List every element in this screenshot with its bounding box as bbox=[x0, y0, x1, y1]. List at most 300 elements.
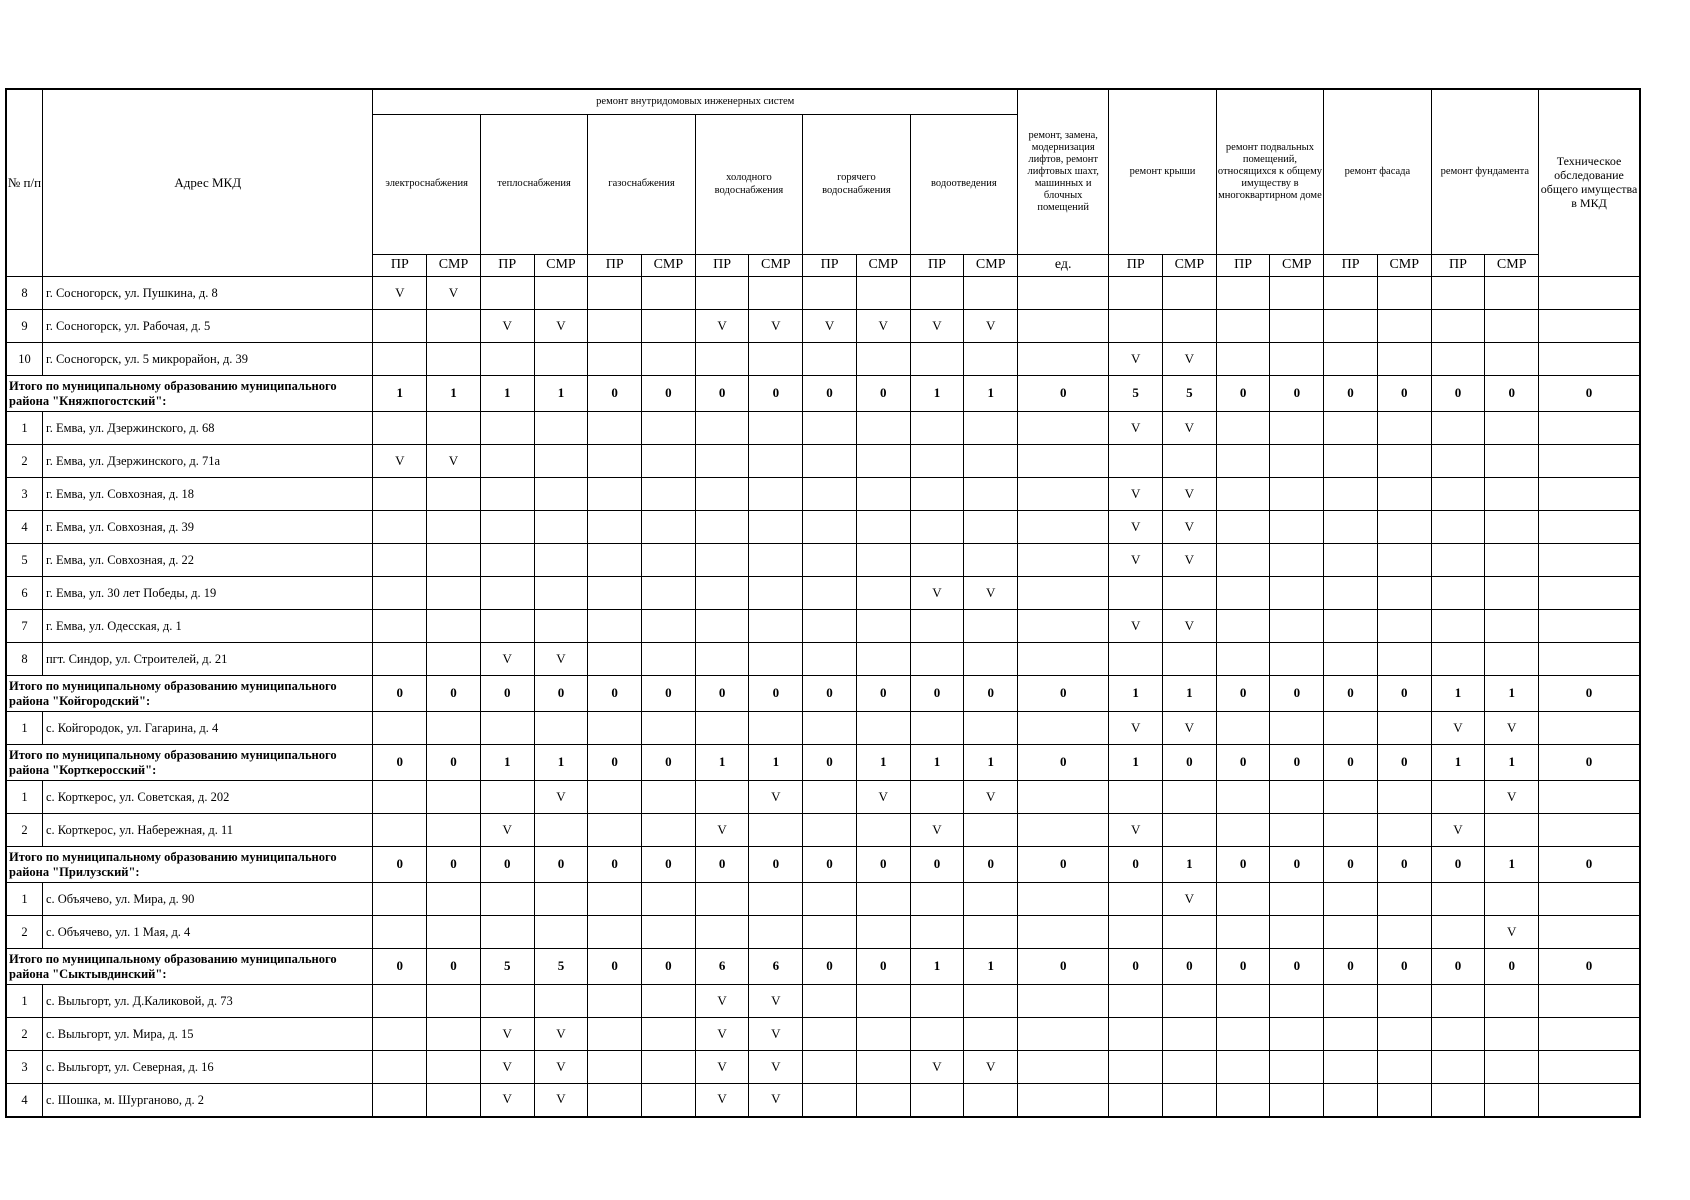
work-mark-cell bbox=[1324, 814, 1378, 847]
row-address: г. Емва, ул. Совхозная, д. 18 bbox=[42, 478, 372, 511]
work-mark-cell bbox=[1216, 712, 1270, 745]
work-mark-cell bbox=[534, 577, 588, 610]
subtotal-cell: 1 bbox=[1109, 676, 1163, 712]
work-mark-cell bbox=[695, 712, 749, 745]
work-mark-cell bbox=[1216, 1051, 1270, 1084]
work-mark-cell bbox=[1539, 916, 1640, 949]
work-mark-cell bbox=[1539, 1051, 1640, 1084]
work-mark-cell bbox=[1324, 511, 1378, 544]
subtotal-cell: 0 bbox=[1216, 745, 1270, 781]
work-mark-cell bbox=[642, 1084, 696, 1117]
subtotal-cell: 0 bbox=[642, 376, 696, 412]
work-mark-cell bbox=[588, 643, 642, 676]
work-mark-cell bbox=[803, 1051, 857, 1084]
work-mark-cell bbox=[1163, 985, 1217, 1018]
work-mark-cell bbox=[1431, 343, 1485, 376]
work-mark-cell bbox=[1109, 277, 1163, 310]
work-mark-cell bbox=[1324, 343, 1378, 376]
work-mark-cell bbox=[427, 544, 481, 577]
work-mark-cell bbox=[642, 643, 696, 676]
subtotal-label: Итого по муниципальному образованию муниципального района "Княжпогостский": bbox=[6, 376, 373, 412]
work-mark-cell bbox=[588, 916, 642, 949]
work-mark-cell bbox=[1324, 1051, 1378, 1084]
work-mark-cell bbox=[964, 343, 1018, 376]
work-mark-cell bbox=[1377, 544, 1431, 577]
work-mark-cell bbox=[534, 277, 588, 310]
work-mark-cell bbox=[1163, 277, 1217, 310]
work-mark-cell bbox=[427, 1084, 481, 1117]
row-number: 6 bbox=[6, 577, 42, 610]
work-mark-cell bbox=[642, 343, 696, 376]
work-mark-cell bbox=[373, 544, 427, 577]
subtotal-cell: 1 bbox=[910, 745, 964, 781]
work-mark-cell: V bbox=[1109, 712, 1163, 745]
work-mark-cell bbox=[910, 445, 964, 478]
work-mark-cell bbox=[373, 343, 427, 376]
work-mark-cell bbox=[642, 985, 696, 1018]
subtotal-cell: 1 bbox=[856, 745, 910, 781]
work-mark-cell bbox=[749, 712, 803, 745]
work-mark-cell bbox=[749, 643, 803, 676]
work-mark-cell bbox=[749, 445, 803, 478]
work-mark-cell bbox=[1163, 445, 1217, 478]
work-mark-cell bbox=[1485, 1051, 1539, 1084]
subtotal-cell: 5 bbox=[480, 949, 534, 985]
work-mark-cell bbox=[1270, 610, 1324, 643]
work-mark-cell bbox=[373, 577, 427, 610]
work-mark-cell bbox=[1539, 445, 1640, 478]
work-mark-cell bbox=[964, 1018, 1018, 1051]
work-mark-cell bbox=[695, 478, 749, 511]
work-mark-cell bbox=[964, 544, 1018, 577]
col-basement-header: ремонт подвальных помещений, относящихся к общему имуществу в многоквартирном доме bbox=[1216, 89, 1323, 255]
work-mark-cell bbox=[642, 277, 696, 310]
work-mark-cell bbox=[1163, 577, 1217, 610]
subtotal-cell: 0 bbox=[1377, 847, 1431, 883]
work-mark-cell: V bbox=[1163, 610, 1217, 643]
col-foundation-header: ремонт фундамента bbox=[1431, 89, 1538, 255]
pr-header: ПР bbox=[1109, 255, 1163, 277]
work-mark-cell: V bbox=[749, 310, 803, 343]
work-mark-cell bbox=[1163, 1018, 1217, 1051]
row-number: 3 bbox=[6, 1051, 42, 1084]
table-row bbox=[6, 610, 1640, 643]
work-mark-cell bbox=[695, 277, 749, 310]
subtotal-cell: 1 bbox=[964, 949, 1018, 985]
work-mark-cell bbox=[803, 814, 857, 847]
work-mark-cell bbox=[856, 412, 910, 445]
work-mark-cell bbox=[910, 511, 964, 544]
work-mark-cell bbox=[427, 343, 481, 376]
work-mark-cell: V bbox=[534, 1084, 588, 1117]
work-mark-cell bbox=[749, 544, 803, 577]
work-mark-cell bbox=[480, 445, 534, 478]
work-mark-cell bbox=[910, 883, 964, 916]
work-mark-cell bbox=[910, 712, 964, 745]
subtotal-cell: 0 bbox=[1485, 949, 1539, 985]
work-mark-cell bbox=[1163, 781, 1217, 814]
row-number: 8 bbox=[6, 277, 42, 310]
work-mark-cell bbox=[1109, 1018, 1163, 1051]
work-mark-cell bbox=[1377, 511, 1431, 544]
work-mark-cell bbox=[964, 814, 1018, 847]
pr-header: ПР bbox=[803, 255, 857, 277]
work-mark-cell: V bbox=[480, 1084, 534, 1117]
work-mark-cell bbox=[1431, 916, 1485, 949]
work-mark-cell bbox=[1109, 577, 1163, 610]
pr-header: ПР bbox=[1431, 255, 1485, 277]
work-mark-cell bbox=[642, 712, 696, 745]
smr-header: СМР bbox=[749, 255, 803, 277]
subtotal-cell: 0 bbox=[803, 949, 857, 985]
subtotal-cell: 0 bbox=[427, 949, 481, 985]
work-mark-cell bbox=[856, 577, 910, 610]
work-mark-cell bbox=[1431, 985, 1485, 1018]
work-mark-cell bbox=[642, 883, 696, 916]
subtotal-cell: 0 bbox=[1109, 949, 1163, 985]
work-mark-cell bbox=[910, 643, 964, 676]
col-roof-header: ремонт крыши bbox=[1109, 89, 1216, 255]
work-mark-cell bbox=[427, 883, 481, 916]
work-mark-cell bbox=[1539, 712, 1640, 745]
work-mark-cell bbox=[427, 511, 481, 544]
subtotal-cell: 1 bbox=[1431, 745, 1485, 781]
work-mark-cell bbox=[1018, 577, 1109, 610]
work-mark-cell bbox=[588, 1018, 642, 1051]
work-mark-cell bbox=[856, 1018, 910, 1051]
row-address: с. Койгородок, ул. Гагарина, д. 4 bbox=[42, 712, 372, 745]
work-mark-cell bbox=[480, 712, 534, 745]
row-address: г. Емва, ул. Дзержинского, д. 71а bbox=[42, 445, 372, 478]
work-mark-cell bbox=[1270, 310, 1324, 343]
work-mark-cell bbox=[373, 1018, 427, 1051]
subtotal-cell: 0 bbox=[856, 847, 910, 883]
col-cold-water-header: холодного водоснабжения bbox=[695, 115, 802, 255]
subtotal-cell: 0 bbox=[803, 847, 857, 883]
work-mark-cell bbox=[642, 412, 696, 445]
smr-header: СМР bbox=[964, 255, 1018, 277]
work-mark-cell: V bbox=[910, 1051, 964, 1084]
table-row bbox=[6, 781, 1640, 814]
work-mark-cell bbox=[803, 445, 857, 478]
subtotal-cell: 0 bbox=[1018, 847, 1109, 883]
work-mark-cell bbox=[427, 310, 481, 343]
subtotal-cell: 1 bbox=[1485, 745, 1539, 781]
work-mark-cell: V bbox=[1163, 412, 1217, 445]
row-number: 2 bbox=[6, 1018, 42, 1051]
subtotal-cell: 0 bbox=[1539, 745, 1640, 781]
work-mark-cell bbox=[373, 412, 427, 445]
subtotal-cell: 0 bbox=[1216, 376, 1270, 412]
subtotal-cell: 0 bbox=[480, 847, 534, 883]
work-mark-cell bbox=[1018, 712, 1109, 745]
work-mark-cell: V bbox=[964, 577, 1018, 610]
work-mark-cell bbox=[856, 712, 910, 745]
subtotal-cell: 0 bbox=[642, 676, 696, 712]
work-mark-cell: V bbox=[964, 310, 1018, 343]
col-inspection-header: Техническое обследование общего имущества в МКД bbox=[1539, 89, 1640, 277]
work-mark-cell bbox=[910, 916, 964, 949]
subtotal-cell: 0 bbox=[803, 745, 857, 781]
work-mark-cell bbox=[1018, 277, 1109, 310]
work-mark-cell bbox=[1216, 412, 1270, 445]
work-mark-cell bbox=[1018, 643, 1109, 676]
work-mark-cell: V bbox=[695, 985, 749, 1018]
work-mark-cell bbox=[1216, 1018, 1270, 1051]
work-mark-cell bbox=[1485, 343, 1539, 376]
work-mark-cell bbox=[1324, 781, 1378, 814]
work-mark-cell bbox=[1431, 643, 1485, 676]
work-mark-cell: V bbox=[695, 1018, 749, 1051]
work-mark-cell: V bbox=[695, 1084, 749, 1117]
work-mark-cell bbox=[373, 916, 427, 949]
work-mark-cell bbox=[964, 883, 1018, 916]
work-mark-cell bbox=[1539, 511, 1640, 544]
work-mark-cell bbox=[1431, 577, 1485, 610]
work-mark-cell: V bbox=[1431, 712, 1485, 745]
smr-header: СМР bbox=[1163, 255, 1217, 277]
subtotal-cell: 1 bbox=[427, 376, 481, 412]
subtotal-cell: 0 bbox=[373, 745, 427, 781]
work-mark-cell bbox=[642, 511, 696, 544]
work-mark-cell bbox=[910, 343, 964, 376]
table-header bbox=[6, 89, 1640, 277]
subtotal-label: Итого по муниципальному образованию муниципального района "Прилузский": bbox=[6, 847, 373, 883]
work-mark-cell bbox=[803, 610, 857, 643]
work-mark-cell bbox=[1485, 814, 1539, 847]
work-mark-cell bbox=[427, 712, 481, 745]
subtotal-cell: 1 bbox=[695, 745, 749, 781]
subtotal-cell: 1 bbox=[534, 745, 588, 781]
work-mark-cell bbox=[695, 445, 749, 478]
row-number: 1 bbox=[6, 412, 42, 445]
row-number: 8 bbox=[6, 643, 42, 676]
work-mark-cell: V bbox=[480, 310, 534, 343]
work-mark-cell bbox=[1270, 643, 1324, 676]
work-mark-cell bbox=[642, 577, 696, 610]
work-mark-cell bbox=[803, 985, 857, 1018]
work-mark-cell bbox=[856, 544, 910, 577]
work-mark-cell bbox=[373, 1051, 427, 1084]
work-mark-cell: V bbox=[749, 985, 803, 1018]
work-mark-cell bbox=[1018, 1084, 1109, 1117]
subtotal-cell: 0 bbox=[588, 745, 642, 781]
work-mark-cell bbox=[695, 544, 749, 577]
subtotal-cell: 0 bbox=[856, 949, 910, 985]
row-address: с. Выльгорт, ул. Мира, д. 15 bbox=[42, 1018, 372, 1051]
subtotal-cell: 1 bbox=[1163, 676, 1217, 712]
work-mark-cell bbox=[856, 277, 910, 310]
work-mark-cell bbox=[1377, 1051, 1431, 1084]
work-mark-cell: V bbox=[1431, 814, 1485, 847]
work-mark-cell bbox=[427, 1051, 481, 1084]
pr-header: ПР bbox=[910, 255, 964, 277]
work-mark-cell bbox=[1324, 277, 1378, 310]
capital-repair-table bbox=[5, 88, 1641, 1118]
subtotal-cell: 0 bbox=[1270, 745, 1324, 781]
work-mark-cell bbox=[1270, 277, 1324, 310]
work-mark-cell: V bbox=[1485, 916, 1539, 949]
work-mark-cell bbox=[1539, 1018, 1640, 1051]
row-number: 10 bbox=[6, 343, 42, 376]
work-mark-cell: V bbox=[1109, 511, 1163, 544]
work-mark-cell bbox=[1216, 916, 1270, 949]
subtotal-cell: 0 bbox=[1270, 676, 1324, 712]
subtotal-cell: 0 bbox=[480, 676, 534, 712]
work-mark-cell bbox=[1377, 712, 1431, 745]
table-row bbox=[6, 1051, 1640, 1084]
col-no-header: № п/п bbox=[6, 89, 42, 277]
report-sheet bbox=[5, 88, 1641, 1118]
work-mark-cell bbox=[427, 577, 481, 610]
subtotal-cell: 0 bbox=[1377, 745, 1431, 781]
subtotal-cell: 0 bbox=[803, 376, 857, 412]
subtotal-cell: 1 bbox=[1431, 676, 1485, 712]
work-mark-cell bbox=[695, 781, 749, 814]
subtotal-cell: 1 bbox=[373, 376, 427, 412]
work-mark-cell bbox=[803, 1084, 857, 1117]
work-mark-cell: V bbox=[1163, 883, 1217, 916]
unit-header: ед. bbox=[1018, 255, 1109, 277]
work-mark-cell bbox=[1377, 343, 1431, 376]
work-mark-cell bbox=[588, 781, 642, 814]
work-mark-cell bbox=[1270, 445, 1324, 478]
work-mark-cell bbox=[1324, 478, 1378, 511]
work-mark-cell bbox=[480, 781, 534, 814]
work-mark-cell bbox=[588, 277, 642, 310]
work-mark-cell bbox=[749, 916, 803, 949]
work-mark-cell: V bbox=[427, 445, 481, 478]
row-number: 5 bbox=[6, 544, 42, 577]
work-mark-cell bbox=[1539, 610, 1640, 643]
work-mark-cell bbox=[480, 916, 534, 949]
work-mark-cell bbox=[1216, 577, 1270, 610]
work-mark-cell bbox=[1324, 610, 1378, 643]
work-mark-cell bbox=[749, 412, 803, 445]
work-mark-cell bbox=[749, 610, 803, 643]
work-mark-cell bbox=[534, 610, 588, 643]
subtotal-cell: 0 bbox=[1377, 676, 1431, 712]
subtotal-cell: 0 bbox=[803, 676, 857, 712]
work-mark-cell: V bbox=[373, 445, 427, 478]
work-mark-cell bbox=[910, 985, 964, 1018]
work-mark-cell bbox=[1324, 643, 1378, 676]
table-row bbox=[6, 814, 1640, 847]
work-mark-cell bbox=[534, 883, 588, 916]
work-mark-cell: V bbox=[749, 781, 803, 814]
work-mark-cell bbox=[1270, 544, 1324, 577]
subtotal-cell: 0 bbox=[856, 676, 910, 712]
work-mark-cell bbox=[964, 478, 1018, 511]
work-mark-cell bbox=[964, 412, 1018, 445]
table-row bbox=[6, 985, 1640, 1018]
row-number: 2 bbox=[6, 916, 42, 949]
work-mark-cell bbox=[642, 1051, 696, 1084]
work-mark-cell bbox=[480, 577, 534, 610]
work-mark-cell: V bbox=[964, 1051, 1018, 1084]
work-mark-cell: V bbox=[1485, 781, 1539, 814]
subtotal-row bbox=[6, 745, 1640, 781]
work-mark-cell: V bbox=[534, 781, 588, 814]
work-mark-cell bbox=[1539, 478, 1640, 511]
work-mark-cell bbox=[964, 985, 1018, 1018]
work-mark-cell bbox=[1270, 916, 1324, 949]
work-mark-cell bbox=[1163, 814, 1217, 847]
subtotal-cell: 0 bbox=[1431, 949, 1485, 985]
subtotal-cell: 0 bbox=[1539, 949, 1640, 985]
work-mark-cell bbox=[588, 712, 642, 745]
work-mark-cell bbox=[695, 916, 749, 949]
work-mark-cell: V bbox=[1163, 478, 1217, 511]
work-mark-cell bbox=[856, 916, 910, 949]
subtotal-row bbox=[6, 676, 1640, 712]
work-mark-cell bbox=[642, 310, 696, 343]
work-mark-cell bbox=[749, 577, 803, 610]
work-mark-cell: V bbox=[534, 1051, 588, 1084]
work-mark-cell bbox=[427, 814, 481, 847]
work-mark-cell bbox=[1018, 478, 1109, 511]
work-mark-cell bbox=[588, 343, 642, 376]
work-mark-cell bbox=[534, 712, 588, 745]
work-mark-cell bbox=[480, 883, 534, 916]
row-number: 4 bbox=[6, 1084, 42, 1117]
table-row bbox=[6, 1084, 1640, 1117]
subtotal-cell: 1 bbox=[1109, 745, 1163, 781]
work-mark-cell bbox=[1109, 1051, 1163, 1084]
subtotal-cell: 0 bbox=[1431, 847, 1485, 883]
work-mark-cell bbox=[803, 781, 857, 814]
work-mark-cell bbox=[1539, 1084, 1640, 1117]
work-mark-cell: V bbox=[534, 310, 588, 343]
work-mark-cell bbox=[1485, 985, 1539, 1018]
work-mark-cell bbox=[964, 445, 1018, 478]
work-mark-cell bbox=[1431, 544, 1485, 577]
work-mark-cell bbox=[1431, 445, 1485, 478]
work-mark-cell bbox=[1018, 610, 1109, 643]
work-mark-cell: V bbox=[749, 1051, 803, 1084]
work-mark-cell bbox=[856, 445, 910, 478]
work-mark-cell bbox=[480, 277, 534, 310]
row-address: с. Корткерос, ул. Набережная, д. 11 bbox=[42, 814, 372, 847]
subtotal-cell: 0 bbox=[749, 376, 803, 412]
work-mark-cell bbox=[803, 544, 857, 577]
work-mark-cell bbox=[803, 412, 857, 445]
subtotal-cell: 1 bbox=[1485, 847, 1539, 883]
row-number: 1 bbox=[6, 883, 42, 916]
work-mark-cell bbox=[1377, 310, 1431, 343]
work-mark-cell bbox=[642, 544, 696, 577]
work-mark-cell bbox=[1018, 343, 1109, 376]
work-mark-cell bbox=[1018, 1018, 1109, 1051]
row-address: г. Сосногорск, ул. 5 микрорайон, д. 39 bbox=[42, 343, 372, 376]
work-mark-cell bbox=[910, 544, 964, 577]
work-mark-cell bbox=[1485, 277, 1539, 310]
subtotal-cell: 0 bbox=[1216, 949, 1270, 985]
work-mark-cell bbox=[1431, 883, 1485, 916]
work-mark-cell bbox=[373, 814, 427, 847]
subtotal-cell: 0 bbox=[1324, 949, 1378, 985]
work-mark-cell bbox=[856, 1051, 910, 1084]
work-mark-cell bbox=[1324, 1084, 1378, 1117]
subtotal-cell: 0 bbox=[1324, 676, 1378, 712]
col-gas-header: газоснабжения bbox=[588, 115, 695, 255]
work-mark-cell bbox=[1216, 883, 1270, 916]
work-mark-cell bbox=[373, 1084, 427, 1117]
subtotal-cell: 0 bbox=[373, 847, 427, 883]
work-mark-cell bbox=[534, 916, 588, 949]
row-address: г. Емва, ул. 30 лет Победы, д. 19 bbox=[42, 577, 372, 610]
work-mark-cell bbox=[803, 1018, 857, 1051]
